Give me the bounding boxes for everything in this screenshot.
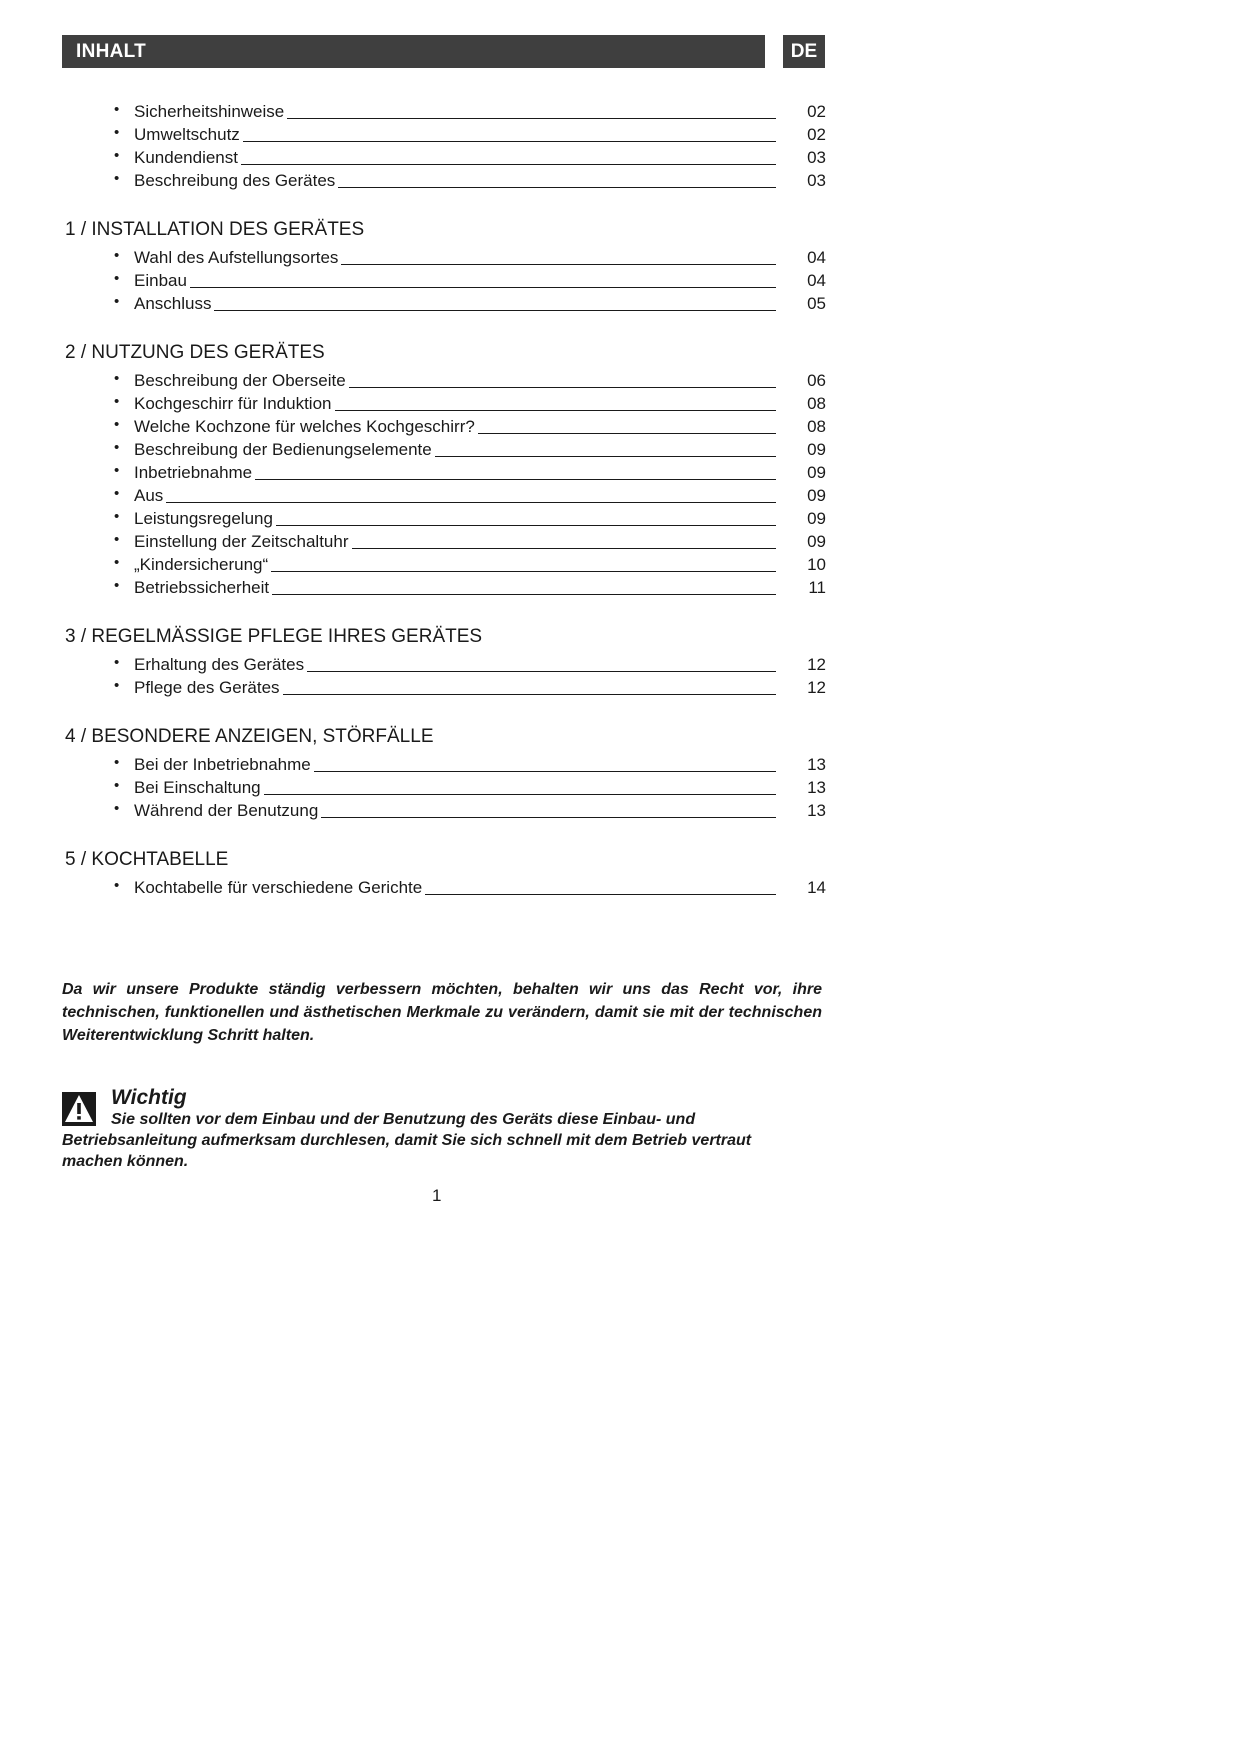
toc-leader-line (335, 410, 776, 411)
toc-leader-line (321, 817, 776, 818)
toc-entry-label: Wahl des Aufstellungsortes (134, 248, 339, 267)
bullet-icon: • (114, 393, 120, 410)
bullet-icon: • (114, 439, 120, 456)
toc-entry (114, 576, 826, 599)
toc-entry (114, 169, 826, 192)
bullet-icon: • (114, 170, 120, 187)
section-title: 4 / BESONDERE ANZEIGEN, STÖRFÄLLE (65, 726, 434, 747)
page-number: 1 (432, 1186, 442, 1205)
toc-entry-page: 03 (807, 148, 826, 167)
contents-header (62, 35, 765, 68)
section-title: 3 / REGELMÄSSIGE PFLEGE IHRES GERÄTES (65, 626, 483, 647)
toc-entry (114, 269, 826, 292)
bullet-icon: • (114, 293, 120, 310)
warning-title: Wichtig (111, 1086, 187, 1109)
bullet-icon: • (114, 270, 120, 287)
toc-entry (114, 776, 826, 799)
toc-entry-page: 04 (807, 271, 826, 290)
toc-entry-label: Betriebssicherheit (134, 578, 270, 597)
toc-entry (114, 438, 826, 461)
toc-entry-label: Kochgeschirr für Induktion (134, 394, 332, 413)
toc-entry-page: 13 (807, 778, 826, 797)
toc-entry-page: 13 (807, 801, 826, 820)
toc-leader-line (478, 433, 776, 434)
toc-leader-line (264, 794, 776, 795)
toc-entry-label: Einbau (134, 271, 187, 290)
bullet-icon: • (114, 677, 120, 694)
language-badge: DE (783, 35, 825, 68)
toc-entry-label: Pflege des Gerätes (134, 678, 280, 697)
toc-entry-label: Während der Benutzung (134, 801, 319, 820)
bullet-icon: • (114, 101, 120, 118)
toc-entry-page: 05 (807, 294, 826, 313)
section-title: 1 / INSTALLATION DES GERÄTES (65, 219, 365, 240)
toc-entry-page: 09 (807, 440, 826, 459)
toc-leader-line (272, 594, 776, 595)
bullet-icon: • (114, 877, 120, 894)
bullet-icon: • (114, 554, 120, 571)
toc-entry (114, 799, 826, 822)
toc-entry (114, 369, 826, 392)
toc-entry-page: 12 (807, 678, 826, 697)
toc-entry-page: 08 (807, 394, 826, 413)
toc-leader-line (255, 479, 776, 480)
toc-leader-line (241, 164, 776, 165)
bullet-icon: • (114, 124, 120, 141)
toc-entry-label: Umweltschutz (134, 125, 240, 144)
toc-entry-page: 09 (807, 486, 826, 505)
toc-entry-page: 08 (807, 417, 826, 436)
bullet-icon: • (114, 485, 120, 502)
toc-entry (114, 753, 826, 776)
toc-entry-label: Leistungsregelung (134, 509, 273, 528)
toc-entry (114, 676, 826, 699)
bullet-icon: • (114, 754, 120, 771)
toc-entry-label: Sicherheitshinweise (134, 102, 285, 121)
toc-leader-line (283, 694, 776, 695)
contents-title: INHALT (76, 41, 147, 62)
section-title: 2 / NUTZUNG DES GERÄTES (65, 342, 325, 363)
toc-entry-label: Erhaltung des Gerätes (134, 655, 305, 674)
toc-leader-line (271, 571, 776, 572)
toc-entry-page: 02 (807, 102, 826, 121)
toc-entry-label: Beschreibung des Gerätes (134, 171, 336, 190)
bullet-icon: • (114, 800, 120, 817)
warning-text: Sie sollten vor dem Einbau und der Benutzung des Geräts diese Einbau- und Betriebsanleitung aufmerksam durchlesen, damit Sie sich schnell mit dem Betrieb vertraut machen können. (62, 1111, 752, 1170)
toc-leader-line (214, 310, 776, 311)
toc-entry (114, 553, 826, 576)
toc-leader-line (243, 141, 776, 142)
bullet-icon: • (114, 577, 120, 594)
toc-entry-label: Anschluss (134, 294, 212, 313)
bullet-icon: • (114, 508, 120, 525)
toc-entry-page: 06 (807, 371, 826, 390)
toc-entry-page: 13 (807, 755, 826, 774)
bullet-icon: • (114, 370, 120, 387)
toc-entry-page: 04 (807, 248, 826, 267)
bullet-icon: • (114, 531, 120, 548)
toc-entry (114, 653, 826, 676)
product-notice: Da wir unsere Produkte ständig verbessern möchten, behalten wir uns das Recht vor, ihre technischen, funktionellen und ästhetischen Merkmale zu verändern, damit sie mit der technischen Weiterentwicklung Schritt halten. (62, 981, 822, 1044)
toc-entry-label: Kochtabelle für verschiedene Gerichte (134, 878, 423, 897)
toc-entry (114, 246, 826, 269)
toc-entry-label: Welche Kochzone für welches Kochgeschirr? (134, 417, 475, 436)
toc-leader-line (349, 387, 776, 388)
toc-entry-page: 14 (807, 878, 826, 897)
toc-entry-page: 09 (807, 509, 826, 528)
toc-leader-line (166, 502, 776, 503)
toc-leader-line (435, 456, 776, 457)
toc-entry-label: Beschreibung der Oberseite (134, 371, 346, 390)
toc-entry (114, 507, 826, 530)
toc-entry-label: Bei Einschaltung (134, 778, 261, 797)
toc-leader-line (338, 187, 776, 188)
toc-entry-page: 09 (807, 463, 826, 482)
bullet-icon: • (114, 247, 120, 264)
toc-entry-label: Beschreibung der Bedienungselemente (134, 440, 432, 459)
toc-entry (114, 392, 826, 415)
toc-leader-line (314, 771, 776, 772)
bullet-icon: • (114, 654, 120, 671)
toc-entry-page: 03 (807, 171, 826, 190)
bullet-icon: • (114, 462, 120, 479)
toc-leader-line (307, 671, 776, 672)
toc-entry (114, 123, 826, 146)
toc-entry-page: 09 (807, 532, 826, 551)
toc-entry-label: Bei der Inbetriebnahme (134, 755, 311, 774)
toc-leader-line (352, 548, 776, 549)
toc-entry (114, 484, 826, 507)
bullet-icon: • (114, 147, 120, 164)
toc-entry-label: Inbetriebnahme (134, 463, 253, 482)
toc-leader-line (190, 287, 776, 288)
toc-entry-label: Kundendienst (134, 148, 238, 167)
toc-entry-label: „Kindersicherung“ (134, 555, 269, 574)
toc-entry-label: Aus (134, 486, 164, 505)
section-title: 5 / KOCHTABELLE (65, 849, 229, 870)
toc-leader-line (287, 118, 776, 119)
toc-entry (114, 292, 826, 315)
toc-entry (114, 100, 826, 123)
toc-entry-page: 10 (807, 555, 826, 574)
toc-leader-line (276, 525, 776, 526)
toc-leader-line (341, 264, 776, 265)
bullet-icon: • (114, 416, 120, 433)
toc-entry-page: 02 (807, 125, 826, 144)
bullet-icon: • (114, 777, 120, 794)
toc-entry (114, 146, 826, 169)
toc-entry-label: Einstellung der Zeitschaltuhr (134, 532, 349, 551)
toc-entry (114, 415, 826, 438)
toc-entry (114, 876, 826, 899)
toc-entry (114, 461, 826, 484)
toc-leader-line (425, 894, 776, 895)
toc-entry-page: 11 (808, 578, 826, 597)
toc-entry (114, 530, 826, 553)
toc-entry-page: 12 (807, 655, 826, 674)
